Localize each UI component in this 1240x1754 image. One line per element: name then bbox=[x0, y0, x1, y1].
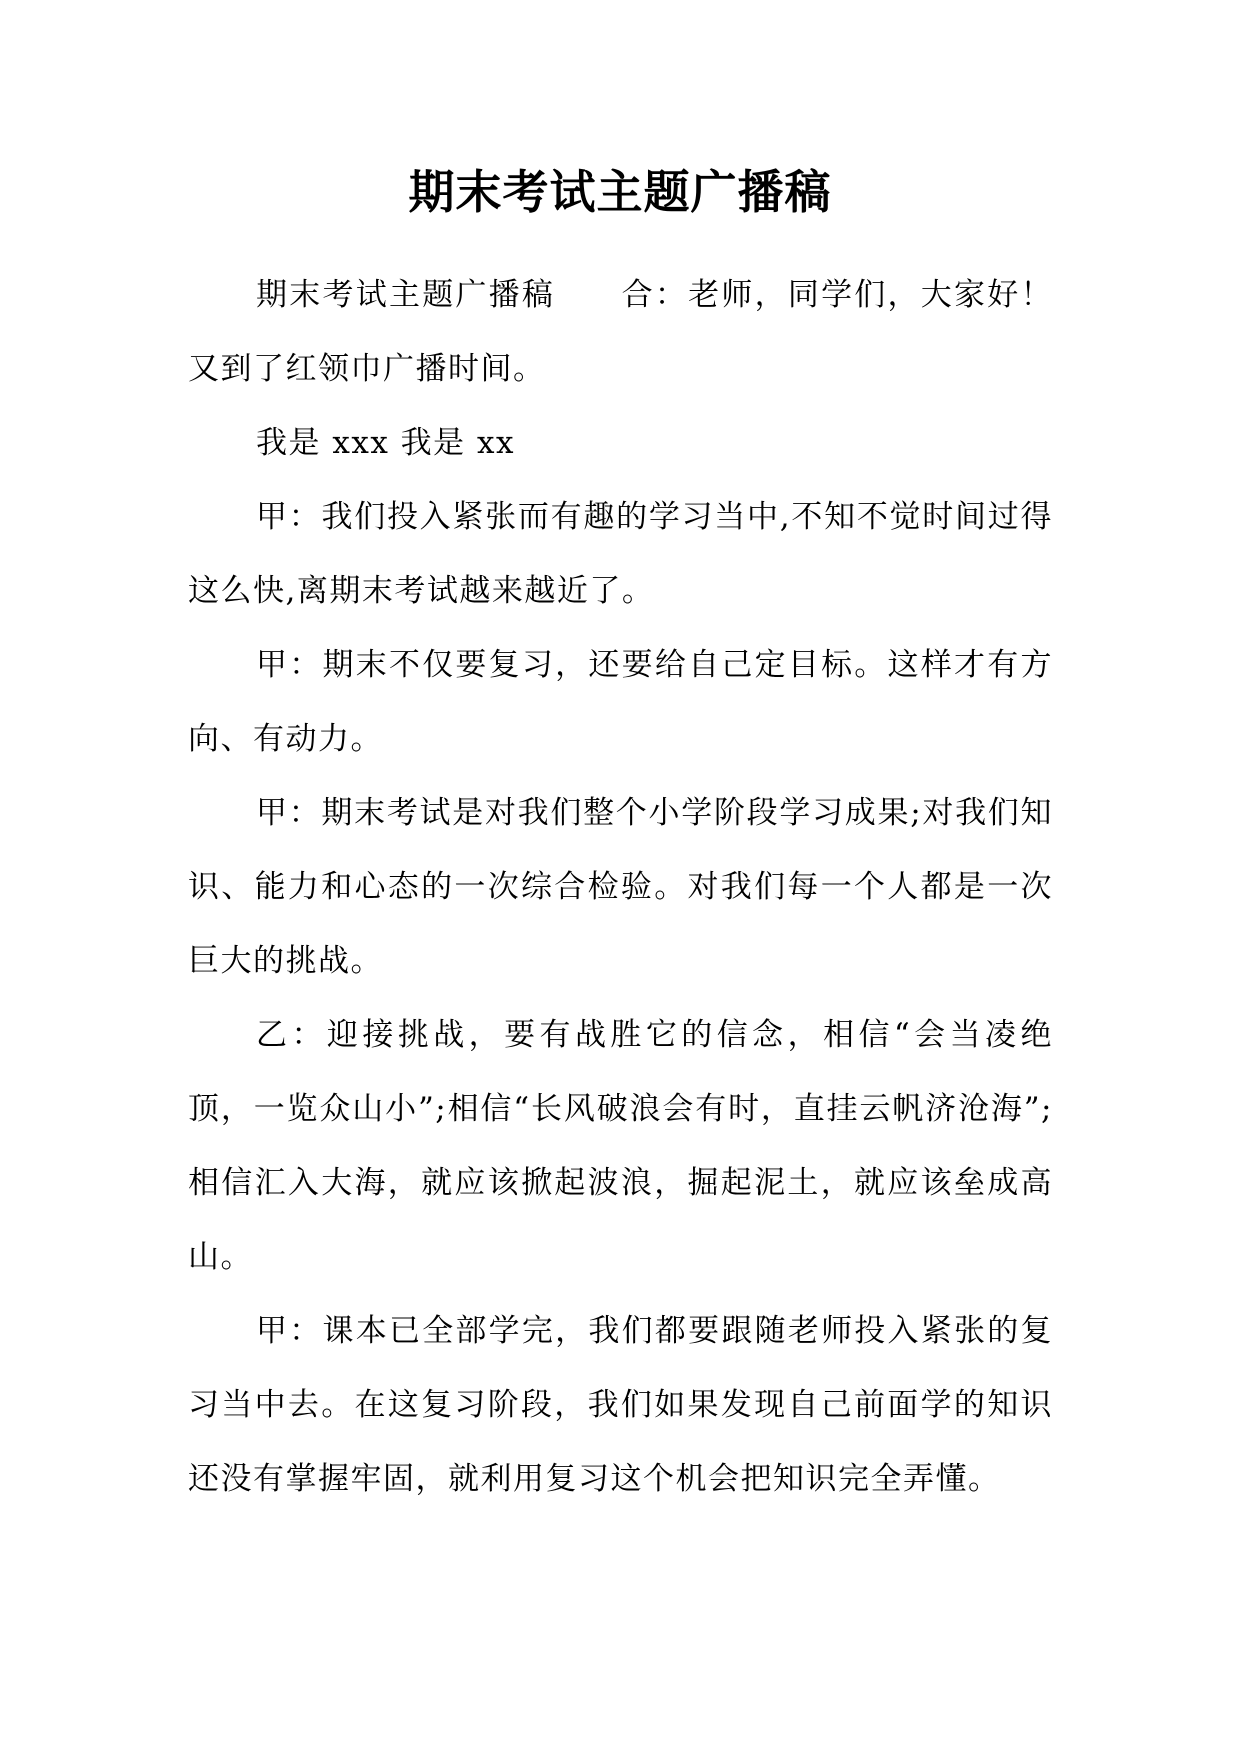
paragraph-4: 甲：期末不仅要复习，还要给自己定目标。这样才有方向、有动力。 bbox=[188, 647, 1053, 757]
paragraph-5: 甲：期末考试是对我们整个小学阶段学习成果;对我们知识、能力和心态的一次综合检验。对我们每一个人都是一次巨大的挑战。 bbox=[188, 795, 1053, 979]
paragraph-3: 甲：我们投入紧张而有趣的学习当中,不知不觉时间过得这么快,离期末考试越来越近了。 bbox=[188, 499, 1053, 609]
document-body bbox=[188, 258, 1053, 1516]
paragraph-1: 期末考试主题广播稿 合：老师，同学们，大家好！又到了红领巾广播时间。 bbox=[188, 277, 1053, 387]
paragraph-6: 乙：迎接挑战，要有战胜它的信念，相信“会当凌绝顶，一览众山小”;相信“长风破浪会有时，直挂云帆济沧海”;相信汇入大海，就应该掀起波浪，掘起泥土，就应该垒成高山。 bbox=[188, 1017, 1053, 1275]
document-title: 期末考试主题广播稿 bbox=[408, 165, 832, 219]
paragraph-2: 我是 xxx 我是 xx bbox=[256, 425, 515, 461]
paragraph-7: 甲：课本已全部学完，我们都要跟随老师投入紧张的复习当中去。在这复习阶段，我们如果发现自己前面学的知识还没有掌握牢固，就利用复习这个机会把知识完全弄懂。 bbox=[188, 1313, 1053, 1497]
